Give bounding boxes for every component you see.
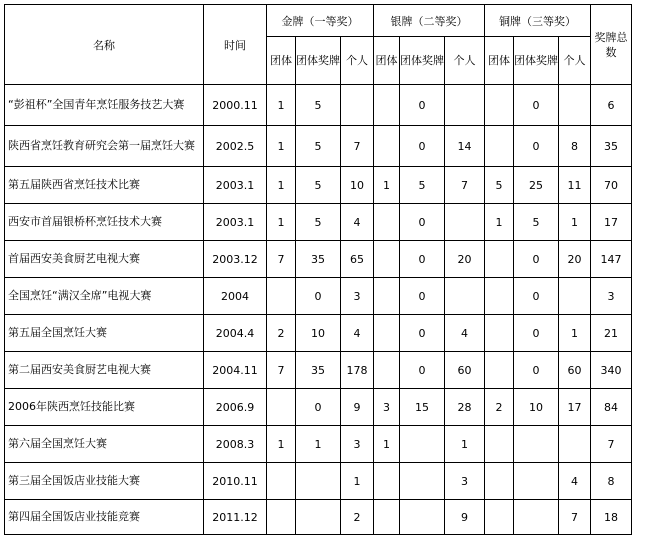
silver-team-cell <box>374 126 400 167</box>
competition-name-cell: 全国烹饪“满汉全席”电视大赛 <box>5 278 204 315</box>
silver-team-medal-cell <box>400 463 445 500</box>
silver-team-cell: 3 <box>374 389 400 426</box>
gold-team-medal-cell: 1 <box>296 426 341 463</box>
competition-name-cell: 陕西省烹饪教育研究会第一届烹饪大赛 <box>5 126 204 167</box>
silver-individual-cell <box>445 278 485 315</box>
competition-name-cell: 第五届全国烹饪大赛 <box>5 315 204 352</box>
competition-name-cell: 第六届全国烹饪大赛 <box>5 426 204 463</box>
bronze-team-cell <box>485 241 514 278</box>
bronze-team-cell: 1 <box>485 204 514 241</box>
silver-individual-cell: 20 <box>445 241 485 278</box>
bronze-team-cell: 5 <box>485 167 514 204</box>
silver-team-cell: 1 <box>374 426 400 463</box>
bronze-team-medal-cell: 0 <box>514 241 559 278</box>
bronze-individual-cell: 1 <box>559 204 591 241</box>
silver-team-medal-cell: 15 <box>400 389 445 426</box>
gold-team-cell <box>267 463 296 500</box>
gold-individual-cell: 2 <box>341 500 374 535</box>
silver-individual-cell: 1 <box>445 426 485 463</box>
bronze-individual-cell: 60 <box>559 352 591 389</box>
medal-total-cell: 340 <box>591 352 632 389</box>
silver-team-medal-cell: 0 <box>400 352 445 389</box>
silver-team-cell <box>374 241 400 278</box>
gold-individual-cell: 10 <box>341 167 374 204</box>
header-row-1 <box>5 5 632 37</box>
bronze-team-cell <box>485 426 514 463</box>
competition-time-cell: 2003.1 <box>204 167 267 204</box>
silver-team-medal-cell: 5 <box>400 167 445 204</box>
silver-team-medal-cell: 0 <box>400 126 445 167</box>
gold-individual-cell <box>341 85 374 126</box>
header-gold-team: 团体 <box>267 37 296 85</box>
medal-total-cell: 17 <box>591 204 632 241</box>
competition-time-cell: 2004.11 <box>204 352 267 389</box>
table-row <box>5 85 632 126</box>
bronze-team-cell <box>485 85 514 126</box>
table-row <box>5 241 632 278</box>
bronze-team-medal-cell: 10 <box>514 389 559 426</box>
competition-name-cell: 第四届全国饭店业技能竞赛 <box>5 500 204 535</box>
gold-team-medal-cell: 35 <box>296 352 341 389</box>
silver-individual-cell: 28 <box>445 389 485 426</box>
gold-team-cell: 1 <box>267 126 296 167</box>
medal-total-cell: 21 <box>591 315 632 352</box>
competition-name-cell: 第五届陕西省烹饪技术比赛 <box>5 167 204 204</box>
silver-individual-cell: 3 <box>445 463 485 500</box>
bronze-team-cell <box>485 352 514 389</box>
bronze-individual-cell: 17 <box>559 389 591 426</box>
gold-team-cell <box>267 389 296 426</box>
header-bronze: 铜牌（三等奖） <box>485 5 591 37</box>
medal-total-cell: 70 <box>591 167 632 204</box>
silver-individual-cell: 9 <box>445 500 485 535</box>
gold-team-cell: 1 <box>267 204 296 241</box>
competition-name-cell: 首届西安美食厨艺电视大赛 <box>5 241 204 278</box>
silver-team-medal-cell: 0 <box>400 315 445 352</box>
silver-team-medal-cell: 0 <box>400 241 445 278</box>
gold-individual-cell: 4 <box>341 315 374 352</box>
medal-total-cell: 84 <box>591 389 632 426</box>
competition-time-cell: 2004 <box>204 278 267 315</box>
gold-team-cell: 7 <box>267 241 296 278</box>
bronze-team-cell <box>485 315 514 352</box>
gold-team-cell: 7 <box>267 352 296 389</box>
medal-total-cell: 6 <box>591 85 632 126</box>
bronze-team-cell <box>485 500 514 535</box>
gold-team-medal-cell: 10 <box>296 315 341 352</box>
gold-individual-cell: 1 <box>341 463 374 500</box>
silver-individual-cell <box>445 85 485 126</box>
table-row <box>5 204 632 241</box>
bronze-team-cell: 2 <box>485 389 514 426</box>
gold-team-medal-cell: 0 <box>296 278 341 315</box>
silver-individual-cell <box>445 204 485 241</box>
silver-individual-cell: 60 <box>445 352 485 389</box>
gold-team-medal-cell: 5 <box>296 85 341 126</box>
bronze-team-medal-cell <box>514 500 559 535</box>
silver-team-cell <box>374 85 400 126</box>
header-time: 时间 <box>204 5 267 85</box>
bronze-individual-cell <box>559 85 591 126</box>
silver-team-cell: 1 <box>374 167 400 204</box>
bronze-team-medal-cell <box>514 426 559 463</box>
header-bronze-team: 团体 <box>485 37 514 85</box>
table-row <box>5 352 632 389</box>
competition-time-cell: 2002.5 <box>204 126 267 167</box>
competition-time-cell: 2000.11 <box>204 85 267 126</box>
gold-individual-cell: 4 <box>341 204 374 241</box>
silver-team-cell <box>374 500 400 535</box>
header-silver-individual: 个人 <box>445 37 485 85</box>
medal-table <box>4 4 632 535</box>
gold-team-cell <box>267 278 296 315</box>
header-silver-team: 团体 <box>374 37 400 85</box>
bronze-team-cell <box>485 463 514 500</box>
gold-team-medal-cell <box>296 500 341 535</box>
header-gold: 金牌（一等奖） <box>267 5 374 37</box>
medal-total-cell: 7 <box>591 426 632 463</box>
bronze-team-cell <box>485 278 514 315</box>
competition-name-cell: 第三届全国饭店业技能大赛 <box>5 463 204 500</box>
silver-team-cell <box>374 352 400 389</box>
gold-individual-cell: 3 <box>341 278 374 315</box>
table-row <box>5 167 632 204</box>
table-row <box>5 315 632 352</box>
bronze-team-medal-cell: 5 <box>514 204 559 241</box>
bronze-team-medal-cell: 0 <box>514 85 559 126</box>
competition-time-cell: 2003.12 <box>204 241 267 278</box>
medal-total-cell: 18 <box>591 500 632 535</box>
silver-individual-cell: 14 <box>445 126 485 167</box>
table-row <box>5 126 632 167</box>
silver-individual-cell: 7 <box>445 167 485 204</box>
header-gold-team-medal: 团体奖牌 <box>296 37 341 85</box>
gold-individual-cell: 7 <box>341 126 374 167</box>
gold-team-cell <box>267 500 296 535</box>
silver-team-medal-cell: 0 <box>400 204 445 241</box>
header-silver-team-medal: 团体奖牌 <box>400 37 445 85</box>
competition-name-cell: 2006年陕西烹饪技能比赛 <box>5 389 204 426</box>
competition-time-cell: 2010.11 <box>204 463 267 500</box>
bronze-individual-cell: 1 <box>559 315 591 352</box>
header-gold-individual: 个人 <box>341 37 374 85</box>
bronze-individual-cell: 8 <box>559 126 591 167</box>
silver-team-cell <box>374 315 400 352</box>
silver-team-medal-cell <box>400 500 445 535</box>
header-silver: 银牌（二等奖） <box>374 5 485 37</box>
gold-individual-cell: 65 <box>341 241 374 278</box>
medal-total-cell: 35 <box>591 126 632 167</box>
header-name: 名称 <box>5 5 204 85</box>
table-row <box>5 426 632 463</box>
bronze-team-medal-cell: 0 <box>514 126 559 167</box>
bronze-individual-cell <box>559 278 591 315</box>
gold-team-medal-cell: 5 <box>296 204 341 241</box>
bronze-team-medal-cell <box>514 463 559 500</box>
bronze-team-medal-cell: 0 <box>514 315 559 352</box>
gold-individual-cell: 178 <box>341 352 374 389</box>
medal-total-cell: 8 <box>591 463 632 500</box>
header-bronze-individual: 个人 <box>559 37 591 85</box>
header-bronze-team-medal: 团体奖牌 <box>514 37 559 85</box>
bronze-team-medal-cell: 0 <box>514 352 559 389</box>
gold-team-medal-cell: 5 <box>296 167 341 204</box>
competition-time-cell: 2004.4 <box>204 315 267 352</box>
gold-individual-cell: 9 <box>341 389 374 426</box>
gold-team-medal-cell: 35 <box>296 241 341 278</box>
gold-team-medal-cell <box>296 463 341 500</box>
silver-team-medal-cell: 0 <box>400 278 445 315</box>
medal-total-cell: 3 <box>591 278 632 315</box>
silver-team-cell <box>374 463 400 500</box>
bronze-team-medal-cell: 25 <box>514 167 559 204</box>
medal-total-cell: 147 <box>591 241 632 278</box>
gold-individual-cell: 3 <box>341 426 374 463</box>
bronze-individual-cell <box>559 426 591 463</box>
competition-name-cell: “彭祖杯”全国青年烹饪服务技艺大赛 <box>5 85 204 126</box>
silver-team-medal-cell <box>400 426 445 463</box>
table-row <box>5 500 632 535</box>
bronze-individual-cell: 7 <box>559 500 591 535</box>
competition-name-cell: 第二届西安美食厨艺电视大赛 <box>5 352 204 389</box>
bronze-team-cell <box>485 126 514 167</box>
gold-team-medal-cell: 0 <box>296 389 341 426</box>
gold-team-cell: 1 <box>267 85 296 126</box>
competition-time-cell: 2008.3 <box>204 426 267 463</box>
table-row <box>5 463 632 500</box>
gold-team-medal-cell: 5 <box>296 126 341 167</box>
bronze-team-medal-cell: 0 <box>514 278 559 315</box>
bronze-individual-cell: 20 <box>559 241 591 278</box>
silver-team-cell <box>374 278 400 315</box>
gold-team-cell: 1 <box>267 426 296 463</box>
silver-team-medal-cell: 0 <box>400 85 445 126</box>
bronze-individual-cell: 4 <box>559 463 591 500</box>
silver-team-cell <box>374 204 400 241</box>
competition-time-cell: 2006.9 <box>204 389 267 426</box>
bronze-individual-cell: 11 <box>559 167 591 204</box>
header-total: 奖牌总数 <box>591 5 632 85</box>
competition-time-cell: 2003.1 <box>204 204 267 241</box>
table-row <box>5 389 632 426</box>
silver-individual-cell: 4 <box>445 315 485 352</box>
gold-team-cell: 2 <box>267 315 296 352</box>
competition-time-cell: 2011.12 <box>204 500 267 535</box>
gold-team-cell: 1 <box>267 167 296 204</box>
table-row <box>5 278 632 315</box>
competition-name-cell: 西安市首届银桥杯烹饪技术大赛 <box>5 204 204 241</box>
